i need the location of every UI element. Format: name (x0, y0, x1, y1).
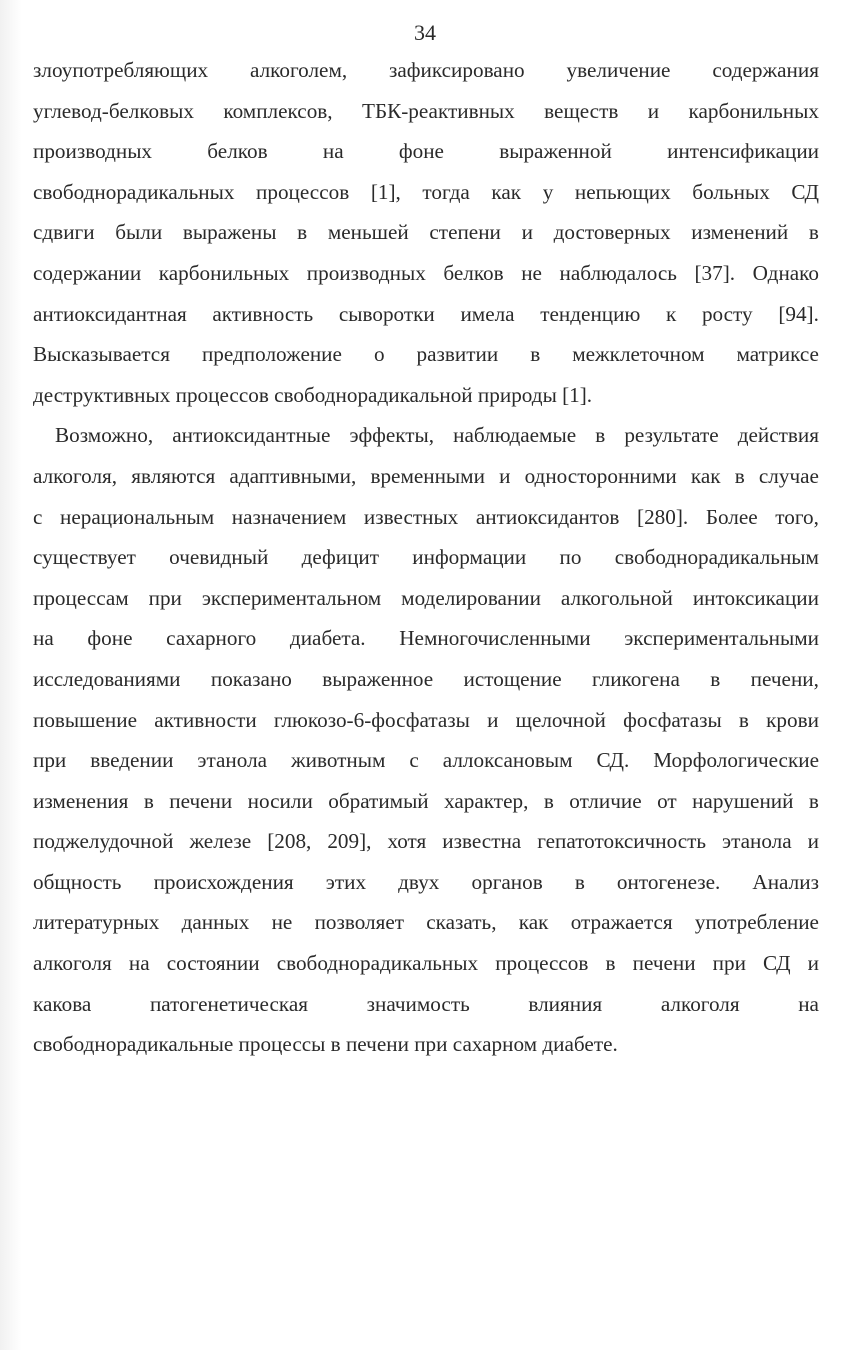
word: [1], (370, 179, 401, 204)
word: характер, (444, 788, 529, 813)
word: активность (212, 301, 314, 326)
word: в (530, 342, 541, 367)
word: о (373, 342, 385, 367)
word: степени (429, 220, 501, 245)
word: с (33, 504, 43, 529)
word: Высказывается (33, 342, 170, 367)
word: алкоголя, (33, 463, 118, 488)
word: Морфологические (653, 748, 819, 773)
word: СД (763, 951, 791, 976)
word: и (807, 951, 819, 976)
word: дефицит (301, 545, 380, 570)
word: сказать, (426, 910, 497, 935)
text-line (33, 50, 819, 91)
word: производных (33, 139, 153, 164)
word: аллоксановым (442, 748, 573, 773)
word: в (734, 463, 745, 488)
word: поджелудочной (33, 829, 174, 854)
word: односторонними (524, 463, 677, 488)
word: интенсификации (667, 139, 819, 164)
text-line (33, 212, 819, 253)
text-line (33, 902, 819, 943)
word: сдвиги (33, 220, 95, 245)
word: предположение (201, 342, 342, 367)
word: в (143, 788, 154, 813)
text-line (33, 415, 819, 456)
word: показано (210, 666, 292, 691)
word: эффекты, (349, 423, 435, 448)
word: Однако (752, 260, 819, 285)
word: Немногочисленными (399, 626, 591, 651)
word: при (712, 951, 746, 976)
word: сыворотки (338, 301, 435, 326)
word: адаптивными, (229, 463, 357, 488)
word: межклеточном (572, 342, 705, 367)
word: наблюдаемые (453, 423, 577, 448)
word: с (409, 748, 419, 773)
word: хотя (387, 829, 427, 854)
word: гепатотоксичность (537, 829, 707, 854)
word: как (690, 463, 721, 488)
word: печени, (750, 666, 819, 691)
word: веществ (544, 98, 619, 123)
word: и (647, 98, 660, 123)
word: фоне (87, 626, 133, 651)
word: меньшей (327, 220, 409, 245)
word: моделировании (401, 585, 541, 610)
text-line (33, 131, 819, 172)
word: известных (363, 504, 459, 529)
word: белков (207, 139, 268, 164)
word: свободнорадикальных (276, 951, 479, 976)
word: Более (705, 504, 758, 529)
word: свободнорадикальных (33, 179, 235, 204)
word: изменения (33, 788, 129, 813)
text-line (33, 821, 819, 862)
word: содержания (712, 58, 819, 82)
word: [208, (267, 829, 312, 854)
word: обратимый (328, 788, 429, 813)
word: активности (154, 707, 257, 732)
word: происхождения (153, 869, 294, 894)
word: фосфатазы (623, 707, 722, 732)
word: от (657, 788, 677, 813)
text-line: свободнорадикальные процессы в печени при сахарном диабете. (33, 1032, 618, 1057)
word: [280]. (637, 504, 689, 529)
word: временными (370, 463, 485, 488)
word: и (521, 220, 533, 245)
word: значимость (366, 991, 470, 1016)
text-line (33, 618, 819, 659)
word: [37]. (694, 260, 736, 285)
word: у (542, 179, 554, 204)
word: Анализ (752, 869, 819, 894)
word: содержании (33, 260, 142, 285)
word: этих (325, 869, 367, 894)
word: на (33, 626, 54, 651)
word: действия (737, 423, 819, 448)
word: этанола (722, 829, 792, 854)
page-number: 34 (414, 20, 436, 45)
word: ТБК-реактивных (362, 98, 515, 123)
word: печени (169, 788, 233, 813)
text-line (33, 862, 819, 903)
word: в (574, 869, 585, 894)
word: введении (90, 748, 174, 773)
word: процессов (256, 179, 350, 204)
word: антиоксидантная (33, 301, 187, 326)
word: фоне (398, 139, 444, 164)
word: носили (247, 788, 313, 813)
word: в (808, 220, 819, 245)
word: карбонильных (688, 98, 819, 123)
text-line (33, 578, 819, 619)
word: карбонильных (158, 260, 290, 285)
word: выраженное (322, 666, 434, 691)
word: гликогена (592, 666, 680, 691)
word: выраженной (499, 139, 612, 164)
text-line (33, 253, 819, 294)
word: производных (306, 260, 426, 285)
word: состоянии (166, 951, 260, 976)
word: сахарного (166, 626, 257, 651)
text-line (33, 497, 819, 538)
word: тенденцию (540, 301, 641, 326)
word: достоверных (553, 220, 671, 245)
word: употребление (694, 910, 819, 935)
word: больных (692, 179, 770, 204)
word: углевод-белковых (33, 98, 194, 123)
word: 209], (327, 829, 372, 854)
word: изменений (691, 220, 789, 245)
word: нерациональным (60, 504, 215, 529)
word: имела (460, 301, 515, 326)
word: на (798, 991, 819, 1016)
word: органов (471, 869, 543, 894)
word: процессов (495, 951, 589, 976)
word: при (33, 748, 67, 773)
word: крови (766, 707, 819, 732)
word: тогда (422, 179, 470, 204)
word: назначением (231, 504, 347, 529)
word: как (491, 179, 522, 204)
word: исследованиями (33, 666, 181, 691)
text-line (33, 659, 819, 700)
word: комплексов, (223, 98, 333, 123)
text-line (33, 334, 819, 375)
word: экспериментальными (624, 626, 819, 651)
word: как (518, 910, 549, 935)
word: какова (33, 991, 92, 1016)
word: развитии (416, 342, 499, 367)
word: животным (291, 748, 386, 773)
word: белков (443, 260, 504, 285)
word: позволяет (314, 910, 405, 935)
word: зафиксировано (389, 58, 525, 82)
word: выражены (182, 220, 277, 245)
word: и (807, 829, 819, 854)
word: алкоголя (33, 951, 112, 976)
text-line (33, 91, 819, 132)
text-line (33, 984, 819, 1025)
word: были (115, 220, 163, 245)
word: и (487, 707, 499, 732)
word: в (543, 788, 554, 813)
word: увеличение (566, 58, 671, 82)
word: влияния (528, 991, 603, 1016)
word: злоупотребляющих (33, 58, 209, 82)
word: данных (181, 910, 250, 935)
text-line (33, 537, 819, 578)
word: в (808, 788, 819, 813)
word: по (559, 545, 582, 570)
word: этанола (197, 748, 268, 773)
word: патогенетическая (149, 991, 308, 1016)
text-line (33, 456, 819, 497)
word: антиоксидантов (475, 504, 620, 529)
word: нарушений (692, 788, 794, 813)
word: на (128, 951, 150, 976)
word: диабета. (289, 626, 366, 651)
word: СД (791, 179, 819, 204)
word: свободнорадикальным (614, 545, 819, 570)
word: алкоголя (660, 991, 740, 1016)
word: результате (624, 423, 719, 448)
word: литературных (33, 910, 160, 935)
word: случае (758, 463, 819, 488)
word: очевидный (169, 545, 269, 570)
word: процессам (33, 585, 129, 610)
text-line (33, 740, 819, 781)
word: двух (398, 869, 440, 894)
text-line (33, 781, 819, 822)
word: [94]. (778, 301, 819, 326)
word: глюкозо-6-фосфатазы (273, 707, 470, 732)
text-line (33, 943, 819, 984)
word: на (322, 139, 344, 164)
text-line (33, 700, 819, 741)
word: матриксе (736, 342, 819, 367)
word: общность (33, 869, 122, 894)
word: в (605, 951, 616, 976)
word: истощение (463, 666, 562, 691)
word: в (710, 666, 721, 691)
word: не (271, 910, 293, 935)
word: и (499, 463, 511, 488)
word: железе (189, 829, 252, 854)
word: непьющих (574, 179, 671, 204)
word: в (738, 707, 749, 732)
word: отражается (570, 910, 673, 935)
word: повышение (33, 707, 137, 732)
word: алкогольной (560, 585, 673, 610)
word: интоксикации (692, 585, 819, 610)
text-line (33, 294, 819, 335)
word: того, (775, 504, 819, 529)
word: Возможно, (55, 423, 154, 448)
word: информации (412, 545, 527, 570)
word: антиоксидантные (172, 423, 331, 448)
word: СД. (596, 748, 630, 773)
text-line (33, 172, 819, 213)
word: экспериментальном (201, 585, 382, 610)
word: отличие (569, 788, 642, 813)
word: росту (701, 301, 753, 326)
word: щелочной (515, 707, 606, 732)
word: являются (131, 463, 216, 488)
word: печени (632, 951, 696, 976)
word: в (595, 423, 606, 448)
word: в (297, 220, 308, 245)
word: наблюдалось (559, 260, 677, 285)
word: при (148, 585, 182, 610)
word: алкоголем, (250, 58, 348, 82)
word: к (665, 301, 677, 326)
scan-edge-shadow (0, 0, 22, 1350)
text-line: деструктивных процессов свободнорадикальной природы [1]. (33, 382, 593, 407)
word: онтогенезе. (616, 869, 721, 894)
word: не (521, 260, 542, 285)
body-text (33, 50, 819, 1065)
word: существует (33, 545, 136, 570)
word: известна (442, 829, 522, 854)
